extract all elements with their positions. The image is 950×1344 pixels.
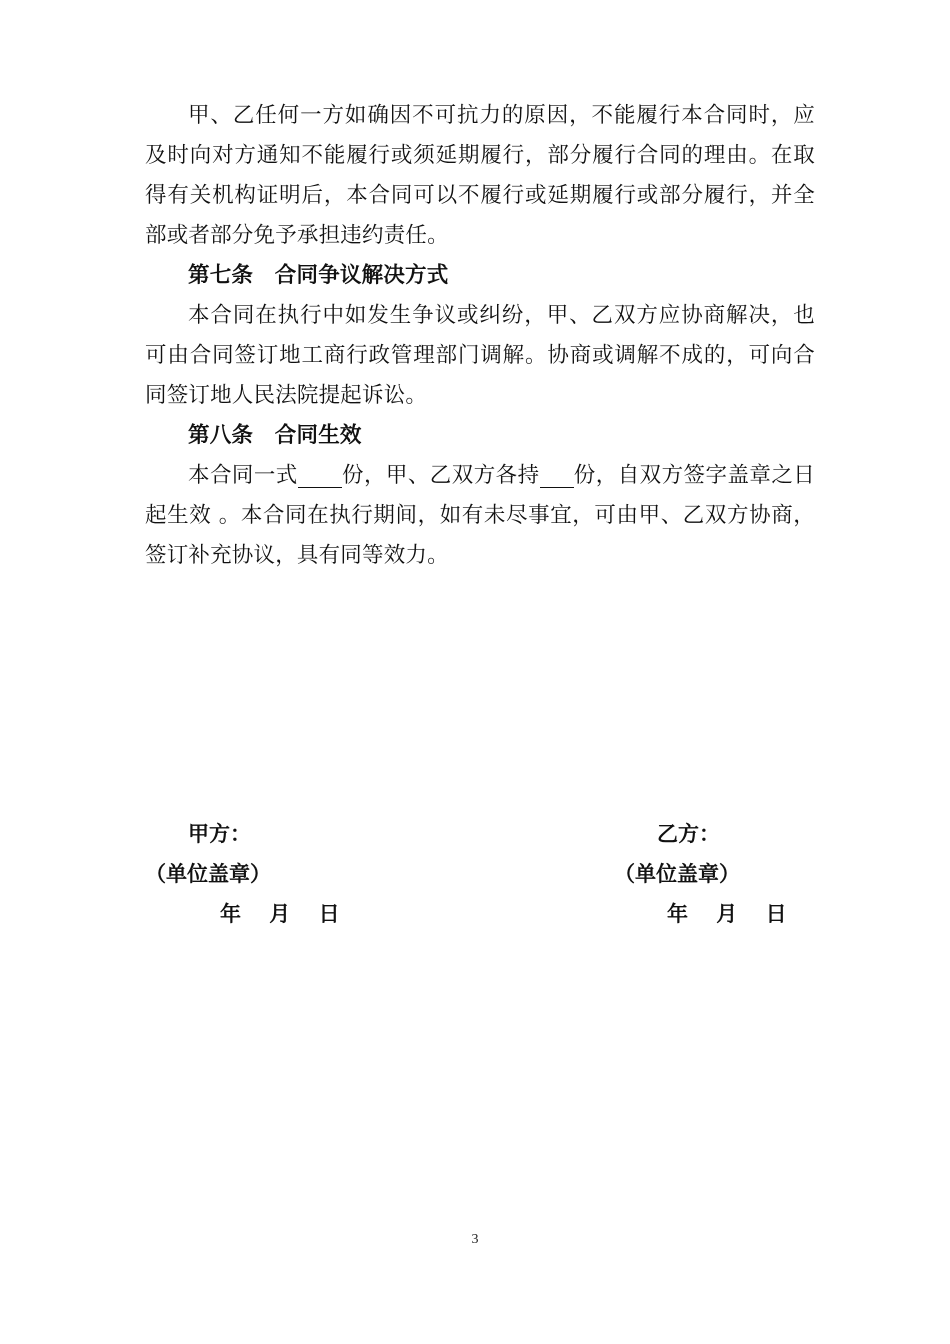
force-majeure-paragraph: 甲、乙任何一方如确因不可抗力的原因，不能履行本合同时，应及时向对方通知不能履行或须延期履行，部分履行合同的理由。在取得有关机构证明后，本合同可以不履行或延期履行或部分履行，并全部或者部分免予承担违约责任。 — [145, 103, 815, 248]
copies-total-blank — [298, 465, 342, 488]
contract-body — [145, 96, 815, 576]
party-b-seal: （单位盖章） — [614, 862, 740, 886]
page-number: 3 — [471, 1232, 479, 1247]
party-a-label: 甲方： — [188, 822, 251, 846]
article-7-heading: 第七条 合同争议解决方式 — [188, 263, 449, 288]
party-b-label: 乙方： — [657, 822, 720, 846]
article-7-paragraph: 本合同在执行中如发生争议或纠纷，甲、乙双方应协商解决，也可由合同签订地工商行政管理部门调解。协商或调解不成的，可向合同签订地人民法院提起诉讼。 — [145, 303, 815, 408]
article-8-heading: 第八条 合同生效 — [188, 423, 362, 448]
party-a-date: 年 月 日 — [220, 902, 340, 926]
party-b-date: 年 月 日 — [667, 902, 787, 926]
party-a-seal: （单位盖章） — [145, 862, 271, 886]
article-8-text-part-2: 份，甲、乙双方各持 — [341, 463, 540, 488]
article-8-text-part-1: 本合同一式 — [188, 463, 298, 488]
article-8-text-part-3: 份，自双方签字盖章之日起生效 。本合同在执行期间，如有未尽事宜，可由甲、乙双方协商，签订补充协议，具有同等效力。 — [145, 463, 815, 568]
copies-each-blank — [540, 465, 574, 488]
article-8-paragraph — [145, 456, 815, 576]
